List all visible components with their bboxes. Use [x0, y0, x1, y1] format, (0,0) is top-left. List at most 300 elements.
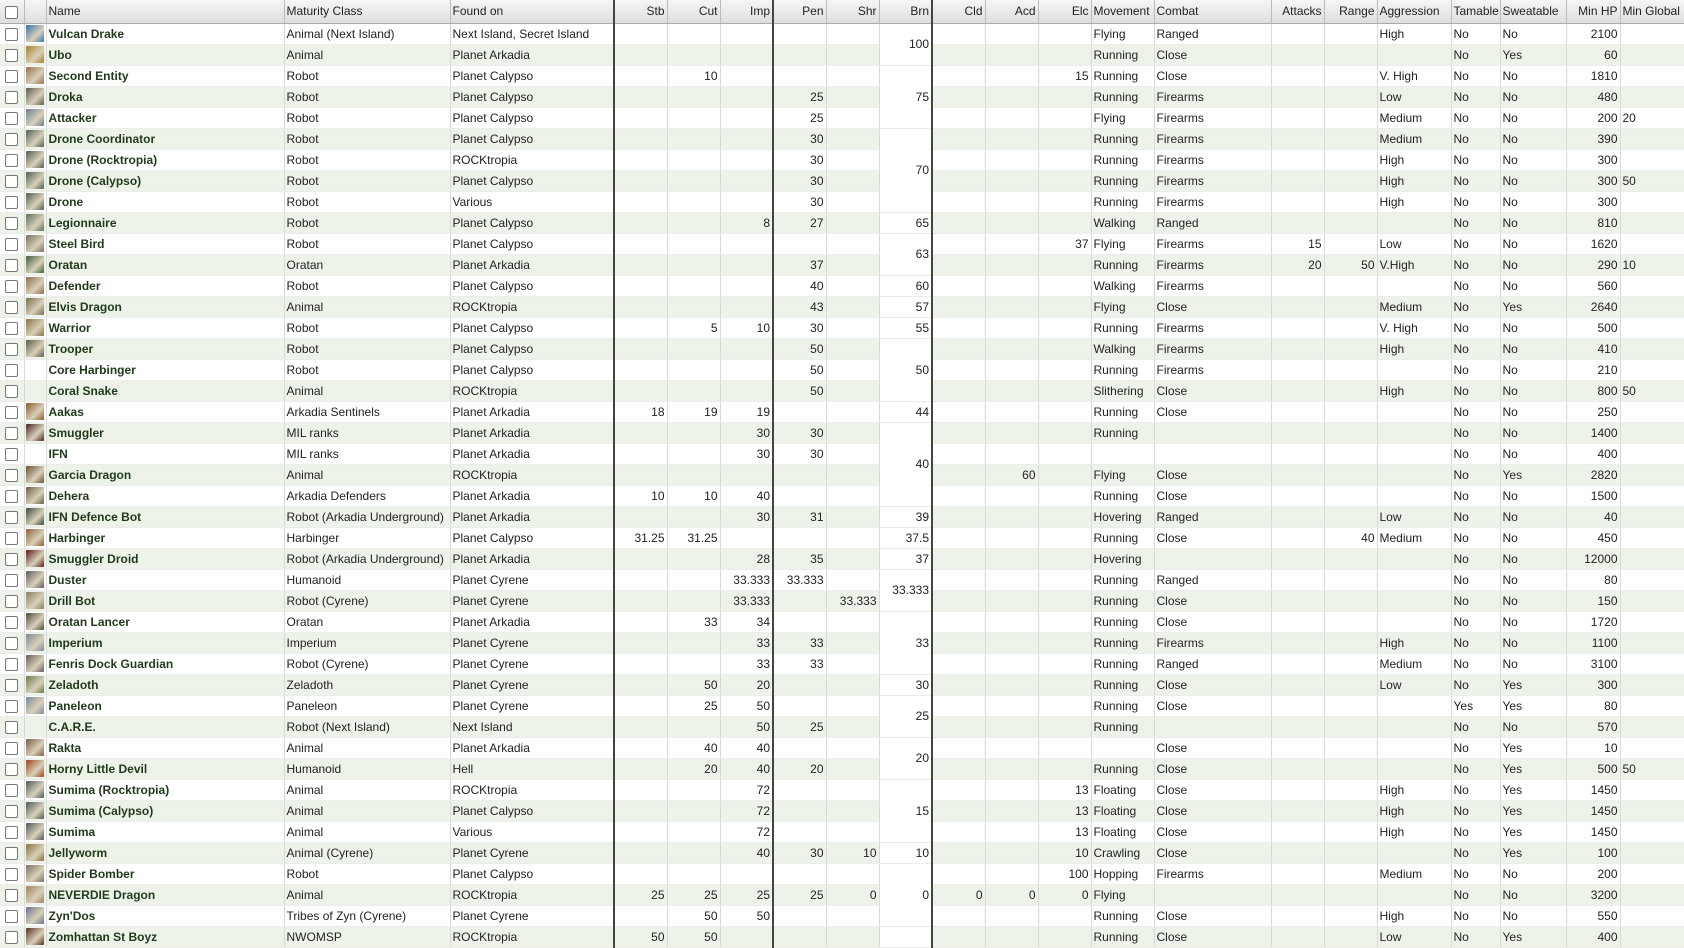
table-row[interactable] — [0, 254, 1684, 275]
attacks-value — [1271, 317, 1324, 338]
row-checkbox[interactable] — [0, 401, 24, 422]
brn-value: 100 — [879, 23, 932, 65]
acd-value — [985, 65, 1038, 86]
combat: Close — [1154, 464, 1271, 485]
creature-name-link[interactable]: Core Harbinger — [46, 359, 284, 380]
row-checkbox[interactable] — [0, 716, 24, 737]
row-checkbox[interactable] — [0, 212, 24, 233]
row-checkbox[interactable] — [0, 653, 24, 674]
table-row[interactable] — [0, 779, 1684, 800]
range-value — [1324, 569, 1377, 590]
aggression: High — [1377, 779, 1451, 800]
row-checkbox[interactable] — [0, 359, 24, 380]
cut-value: 10 — [667, 485, 720, 506]
range-value — [1324, 191, 1377, 212]
table-row[interactable] — [0, 401, 1684, 422]
creature-name-link[interactable]: Sumima — [46, 821, 284, 842]
creature-name-link[interactable]: Droka — [46, 86, 284, 107]
creature-name-link[interactable]: Rakta — [46, 737, 284, 758]
shr-value — [826, 149, 879, 170]
creature-name-link[interactable]: Spider Bomber — [46, 863, 284, 884]
row-checkbox[interactable] — [0, 527, 24, 548]
table-row[interactable] — [0, 149, 1684, 170]
imp-value: 50 — [720, 905, 773, 926]
table-row[interactable] — [0, 758, 1684, 779]
min-hp-value: 410 — [1566, 338, 1620, 359]
shr-value — [826, 191, 879, 212]
pen-value: 35 — [773, 548, 826, 569]
col-stb[interactable]: Stb — [614, 0, 667, 23]
col-brn[interactable]: Brn — [879, 0, 932, 23]
creature-name-link[interactable]: Aakas — [46, 401, 284, 422]
found-on: Planet Calypso — [450, 107, 614, 128]
min-global-value — [1620, 821, 1684, 842]
row-checkbox[interactable] — [0, 296, 24, 317]
table-row[interactable] — [0, 275, 1684, 296]
table-row[interactable] — [0, 296, 1684, 317]
range-value — [1324, 359, 1377, 380]
col-attacks[interactable]: Attacks — [1271, 0, 1324, 23]
checkbox-icon[interactable] — [5, 469, 18, 482]
checkbox-icon[interactable] — [5, 364, 18, 377]
col-tamable[interactable]: Tamable — [1451, 0, 1500, 23]
checkbox-icon[interactable] — [5, 259, 18, 272]
found-on: ROCKtropia — [450, 380, 614, 401]
creature-name-link[interactable]: Smuggler — [46, 422, 284, 443]
acd-value — [985, 611, 1038, 632]
tamable: No — [1451, 296, 1500, 317]
checkbox-icon[interactable] — [5, 448, 18, 461]
col-sweatable[interactable]: Sweatable — [1500, 0, 1566, 23]
row-checkbox[interactable] — [0, 800, 24, 821]
creature-name-link[interactable]: Defender — [46, 275, 284, 296]
checkbox-icon[interactable] — [5, 343, 18, 356]
row-checkbox[interactable] — [0, 464, 24, 485]
table-row[interactable] — [0, 842, 1684, 863]
combat: Close — [1154, 905, 1271, 926]
maturity-class: Robot (Cyrene) — [284, 653, 450, 674]
checkbox-icon[interactable] — [5, 868, 18, 881]
pen-value: 25 — [773, 716, 826, 737]
movement: Flying — [1091, 296, 1154, 317]
min-hp-value: 480 — [1566, 86, 1620, 107]
row-checkbox[interactable] — [0, 590, 24, 611]
brn-value: 50 — [879, 338, 932, 401]
checkbox-icon[interactable] — [5, 322, 18, 335]
attacks-value — [1271, 128, 1324, 149]
elc-value — [1038, 191, 1091, 212]
cld-value — [932, 254, 985, 275]
min-hp-value: 1720 — [1566, 611, 1620, 632]
col-movement[interactable]: Movement — [1091, 0, 1154, 23]
combat: Close — [1154, 527, 1271, 548]
pen-value — [773, 464, 826, 485]
row-checkbox[interactable] — [0, 254, 24, 275]
shr-value — [826, 674, 879, 695]
checkbox-icon[interactable] — [5, 406, 18, 419]
creature-name-link[interactable]: Zeladoth — [46, 674, 284, 695]
row-checkbox[interactable] — [0, 926, 24, 947]
creature-name-link[interactable]: IFN Defence Bot — [46, 506, 284, 527]
table-row[interactable] — [0, 359, 1684, 380]
creature-thumbnail — [24, 779, 46, 800]
min-hp-value: 810 — [1566, 212, 1620, 233]
table-row[interactable] — [0, 632, 1684, 653]
table-row[interactable] — [0, 23, 1684, 44]
attacks-value — [1271, 86, 1324, 107]
table-row[interactable] — [0, 170, 1684, 191]
checkbox-icon[interactable] — [5, 49, 18, 62]
creature-name-link[interactable]: Horny Little Devil — [46, 758, 284, 779]
cld-value — [932, 779, 985, 800]
checkbox-icon[interactable] — [5, 616, 18, 629]
table-row[interactable] — [0, 212, 1684, 233]
stb-value — [614, 359, 667, 380]
row-checkbox[interactable] — [0, 317, 24, 338]
attacks-value — [1271, 590, 1324, 611]
checkbox-icon[interactable] — [5, 721, 18, 734]
row-checkbox[interactable] — [0, 569, 24, 590]
checkbox-icon[interactable] — [5, 154, 18, 167]
creature-image-icon — [26, 424, 44, 441]
attacks-value — [1271, 485, 1324, 506]
checkbox-icon[interactable] — [5, 91, 18, 104]
found-on: Planet Calypso — [450, 65, 614, 86]
row-checkbox[interactable] — [0, 863, 24, 884]
creature-image-icon — [26, 613, 44, 630]
col-range[interactable]: Range — [1324, 0, 1377, 23]
maturity-class: Robot — [284, 128, 450, 149]
combat — [1154, 884, 1271, 905]
checkbox-icon[interactable] — [5, 511, 18, 524]
checkbox-icon[interactable] — [5, 574, 18, 587]
creature-name-link[interactable]: Vulcan Drake — [46, 23, 284, 44]
creature-name-link[interactable]: Drone (Calypso) — [46, 170, 284, 191]
row-checkbox[interactable] — [0, 779, 24, 800]
checkbox-icon[interactable] — [5, 889, 18, 902]
checkbox-icon[interactable] — [5, 910, 18, 923]
pen-value — [773, 674, 826, 695]
creature-name-link[interactable]: Smuggler Droid — [46, 548, 284, 569]
creature-image-icon — [26, 487, 44, 504]
sweatable: No — [1500, 443, 1566, 464]
creature-name-link[interactable]: Coral Snake — [46, 380, 284, 401]
row-checkbox[interactable] — [0, 842, 24, 863]
creature-thumbnail — [24, 401, 46, 422]
row-checkbox[interactable] — [0, 65, 24, 86]
checkbox-icon[interactable] — [5, 742, 18, 755]
creature-name-link[interactable]: Fenris Dock Guardian — [46, 653, 284, 674]
min-global-value: 50 — [1620, 170, 1684, 191]
checkbox-icon[interactable] — [5, 595, 18, 608]
table-row[interactable] — [0, 884, 1684, 905]
col-imp[interactable]: Imp — [720, 0, 773, 23]
row-checkbox[interactable] — [0, 128, 24, 149]
row-checkbox[interactable] — [0, 737, 24, 758]
table-row[interactable] — [0, 422, 1684, 443]
row-checkbox[interactable] — [0, 674, 24, 695]
table-row[interactable] — [0, 527, 1684, 548]
movement: Running — [1091, 401, 1154, 422]
checkbox-icon[interactable] — [5, 28, 18, 41]
table-row[interactable] — [0, 737, 1684, 758]
row-checkbox[interactable] — [0, 758, 24, 779]
creature-image-icon — [26, 151, 44, 168]
range-value: 40 — [1324, 527, 1377, 548]
elc-value — [1038, 632, 1091, 653]
table-row[interactable] — [0, 821, 1684, 842]
creature-name-link[interactable]: Zyn'Dos — [46, 905, 284, 926]
creature-image-icon — [26, 340, 44, 357]
attacks-value — [1271, 44, 1324, 65]
creature-name-link[interactable]: Duster — [46, 569, 284, 590]
pen-value — [773, 905, 826, 926]
creature-name-link[interactable]: Zomhattan St Boyz — [46, 926, 284, 947]
table-row[interactable] — [0, 800, 1684, 821]
creature-name-link[interactable]: Dehera — [46, 485, 284, 506]
cut-value — [667, 779, 720, 800]
table-row[interactable] — [0, 569, 1684, 590]
attacks-value — [1271, 842, 1324, 863]
table-row[interactable] — [0, 674, 1684, 695]
creature-name-link[interactable]: Trooper — [46, 338, 284, 359]
col-aggression[interactable]: Aggression — [1377, 0, 1451, 23]
creature-name-link[interactable]: Drone (Rocktropia) — [46, 149, 284, 170]
col-shr[interactable]: Shr — [826, 0, 879, 23]
creature-name-link[interactable]: Legionnaire — [46, 212, 284, 233]
creature-name-link[interactable]: Paneleon — [46, 695, 284, 716]
creature-name-link[interactable]: Harbinger — [46, 527, 284, 548]
table-row[interactable] — [0, 338, 1684, 359]
shr-value — [826, 86, 879, 107]
aggression: High — [1377, 905, 1451, 926]
brn-value: 25 — [879, 695, 932, 737]
creature-name-link[interactable]: Warrior — [46, 317, 284, 338]
table-row[interactable] — [0, 128, 1684, 149]
checkbox-icon[interactable] — [5, 301, 18, 314]
imp-value: 34 — [720, 611, 773, 632]
stb-value — [614, 653, 667, 674]
row-checkbox[interactable] — [0, 191, 24, 212]
stb-value — [614, 821, 667, 842]
col-pen[interactable]: Pen — [773, 0, 826, 23]
checkbox-icon[interactable] — [5, 70, 18, 83]
elc-value — [1038, 23, 1091, 44]
row-checkbox[interactable] — [0, 23, 24, 44]
col-found-on[interactable]: Found on — [450, 0, 614, 23]
creature-name-link[interactable]: C.A.R.E. — [46, 716, 284, 737]
row-checkbox[interactable] — [0, 485, 24, 506]
col-cld[interactable]: Cld — [932, 0, 985, 23]
creature-name-link[interactable]: Sumima (Rocktropia) — [46, 779, 284, 800]
row-checkbox[interactable] — [0, 380, 24, 401]
creature-name-link[interactable]: Imperium — [46, 632, 284, 653]
table-row[interactable] — [0, 611, 1684, 632]
creature-thumbnail — [24, 86, 46, 107]
checkbox-icon[interactable] — [5, 658, 18, 671]
table-row[interactable] — [0, 86, 1684, 107]
col-min-global[interactable]: Min Global — [1620, 0, 1684, 23]
combat: Close — [1154, 674, 1271, 695]
checkbox-icon[interactable] — [5, 637, 18, 650]
tamable: No — [1451, 464, 1500, 485]
row-checkbox[interactable] — [0, 905, 24, 926]
creature-image-icon — [26, 592, 44, 609]
tamable: No — [1451, 653, 1500, 674]
checkbox-icon[interactable] — [5, 784, 18, 797]
checkbox-icon[interactable] — [5, 805, 18, 818]
creature-thumbnail — [24, 926, 46, 947]
imp-value: 30 — [720, 443, 773, 464]
checkbox-icon[interactable] — [5, 217, 18, 230]
creature-image-icon — [26, 277, 44, 294]
col-combat[interactable]: Combat — [1154, 0, 1271, 23]
table-row[interactable] — [0, 380, 1684, 401]
col-maturity-class[interactable]: Maturity Class — [284, 0, 450, 23]
found-on: Planet Calypso — [450, 275, 614, 296]
sweatable: Yes — [1500, 926, 1566, 947]
checkbox-icon[interactable] — [5, 700, 18, 713]
table-row[interactable] — [0, 716, 1684, 737]
table-row[interactable] — [0, 191, 1684, 212]
col-elc[interactable]: Elc — [1038, 0, 1091, 23]
table-row[interactable] — [0, 107, 1684, 128]
creature-name-link[interactable]: Oratan — [46, 254, 284, 275]
cld-value — [932, 527, 985, 548]
creature-name-link[interactable]: IFN — [46, 443, 284, 464]
row-checkbox[interactable] — [0, 821, 24, 842]
creature-name-link[interactable]: Drone Coordinator — [46, 128, 284, 149]
table-row[interactable] — [0, 233, 1684, 254]
row-checkbox[interactable] — [0, 107, 24, 128]
creature-name-link[interactable]: Drone — [46, 191, 284, 212]
row-checkbox[interactable] — [0, 44, 24, 65]
checkbox-icon[interactable] — [5, 385, 18, 398]
row-checkbox[interactable] — [0, 422, 24, 443]
creature-name-link[interactable]: Steel Bird — [46, 233, 284, 254]
table-row[interactable] — [0, 548, 1684, 569]
table-row[interactable] — [0, 506, 1684, 527]
creature-name-link[interactable]: Garcia Dragon — [46, 464, 284, 485]
row-checkbox[interactable] — [0, 548, 24, 569]
row-checkbox[interactable] — [0, 506, 24, 527]
table-row[interactable] — [0, 317, 1684, 338]
row-checkbox[interactable] — [0, 884, 24, 905]
found-on: ROCKtropia — [450, 149, 614, 170]
attacks-value — [1271, 716, 1324, 737]
row-checkbox[interactable] — [0, 275, 24, 296]
checkbox-icon[interactable] — [5, 532, 18, 545]
tamable: No — [1451, 149, 1500, 170]
sweatable: No — [1500, 86, 1566, 107]
brn-value: 15 — [879, 779, 932, 842]
checkbox-icon[interactable] — [5, 490, 18, 503]
creature-name-link[interactable]: Sumima (Calypso) — [46, 800, 284, 821]
checkbox-icon[interactable] — [5, 112, 18, 125]
range-value — [1324, 464, 1377, 485]
checkbox-icon[interactable] — [5, 133, 18, 146]
combat: Close — [1154, 65, 1271, 86]
checkbox-icon[interactable] — [5, 175, 18, 188]
stb-value — [614, 422, 667, 443]
checkbox-icon[interactable] — [5, 553, 18, 566]
table-row[interactable] — [0, 863, 1684, 884]
header-row — [0, 0, 1684, 23]
col-name[interactable]: Name — [46, 0, 284, 23]
checkbox-icon[interactable] — [5, 238, 18, 251]
checkbox-icon[interactable] — [5, 826, 18, 839]
row-checkbox[interactable] — [0, 443, 24, 464]
checkbox-icon[interactable] — [5, 427, 18, 440]
creature-name-link[interactable]: Attacker — [46, 107, 284, 128]
range-value — [1324, 821, 1377, 842]
table-row[interactable] — [0, 443, 1684, 464]
table-row[interactable] — [0, 695, 1684, 716]
table-row[interactable] — [0, 653, 1684, 674]
table-row[interactable] — [0, 590, 1684, 611]
imp-value: 33.333 — [720, 569, 773, 590]
col-acd[interactable]: Acd — [985, 0, 1038, 23]
elc-value — [1038, 128, 1091, 149]
creature-name-link[interactable]: Second Entity — [46, 65, 284, 86]
checkbox-icon[interactable] — [5, 196, 18, 209]
row-checkbox[interactable] — [0, 632, 24, 653]
attacks-value — [1271, 758, 1324, 779]
row-checkbox[interactable] — [0, 695, 24, 716]
table-row[interactable] — [0, 926, 1684, 947]
table-row[interactable] — [0, 905, 1684, 926]
cut-value: 10 — [667, 65, 720, 86]
row-checkbox[interactable] — [0, 233, 24, 254]
attacks-value — [1271, 212, 1324, 233]
acd-value — [985, 422, 1038, 443]
select-all-checkbox[interactable] — [0, 0, 24, 23]
creature-name-link[interactable]: Oratan Lancer — [46, 611, 284, 632]
creature-name-link[interactable]: Ubo — [46, 44, 284, 65]
stb-value — [614, 758, 667, 779]
creature-name-link[interactable]: Jellyworm — [46, 842, 284, 863]
row-checkbox[interactable] — [0, 611, 24, 632]
checkbox-icon[interactable] — [5, 679, 18, 692]
col-cut[interactable]: Cut — [667, 0, 720, 23]
creature-name-link[interactable]: Drill Bot — [46, 590, 284, 611]
found-on: Planet Calypso — [450, 800, 614, 821]
min-global-value: 50 — [1620, 380, 1684, 401]
row-checkbox[interactable] — [0, 170, 24, 191]
creature-thumbnail — [24, 296, 46, 317]
tamable: No — [1451, 44, 1500, 65]
maturity-class: Animal — [284, 800, 450, 821]
shr-value — [826, 527, 879, 548]
row-checkbox[interactable] — [0, 338, 24, 359]
table-row[interactable] — [0, 44, 1684, 65]
row-checkbox[interactable] — [0, 149, 24, 170]
checkbox-icon[interactable] — [5, 280, 18, 293]
creature-name-link[interactable]: Elvis Dragon — [46, 296, 284, 317]
checkbox-icon[interactable] — [5, 847, 18, 860]
table-row[interactable] — [0, 485, 1684, 506]
tamable: No — [1451, 65, 1500, 86]
creature-image-icon — [26, 928, 44, 945]
creature-name-link[interactable]: NEVERDIE Dragon — [46, 884, 284, 905]
col-min-hp[interactable]: Min HP — [1566, 0, 1620, 23]
checkbox-icon[interactable] — [5, 763, 18, 776]
creature-thumbnail — [24, 569, 46, 590]
brn-value: 33.333 — [879, 569, 932, 611]
table-row[interactable] — [0, 65, 1684, 86]
table-row[interactable] — [0, 464, 1684, 485]
row-checkbox[interactable] — [0, 86, 24, 107]
